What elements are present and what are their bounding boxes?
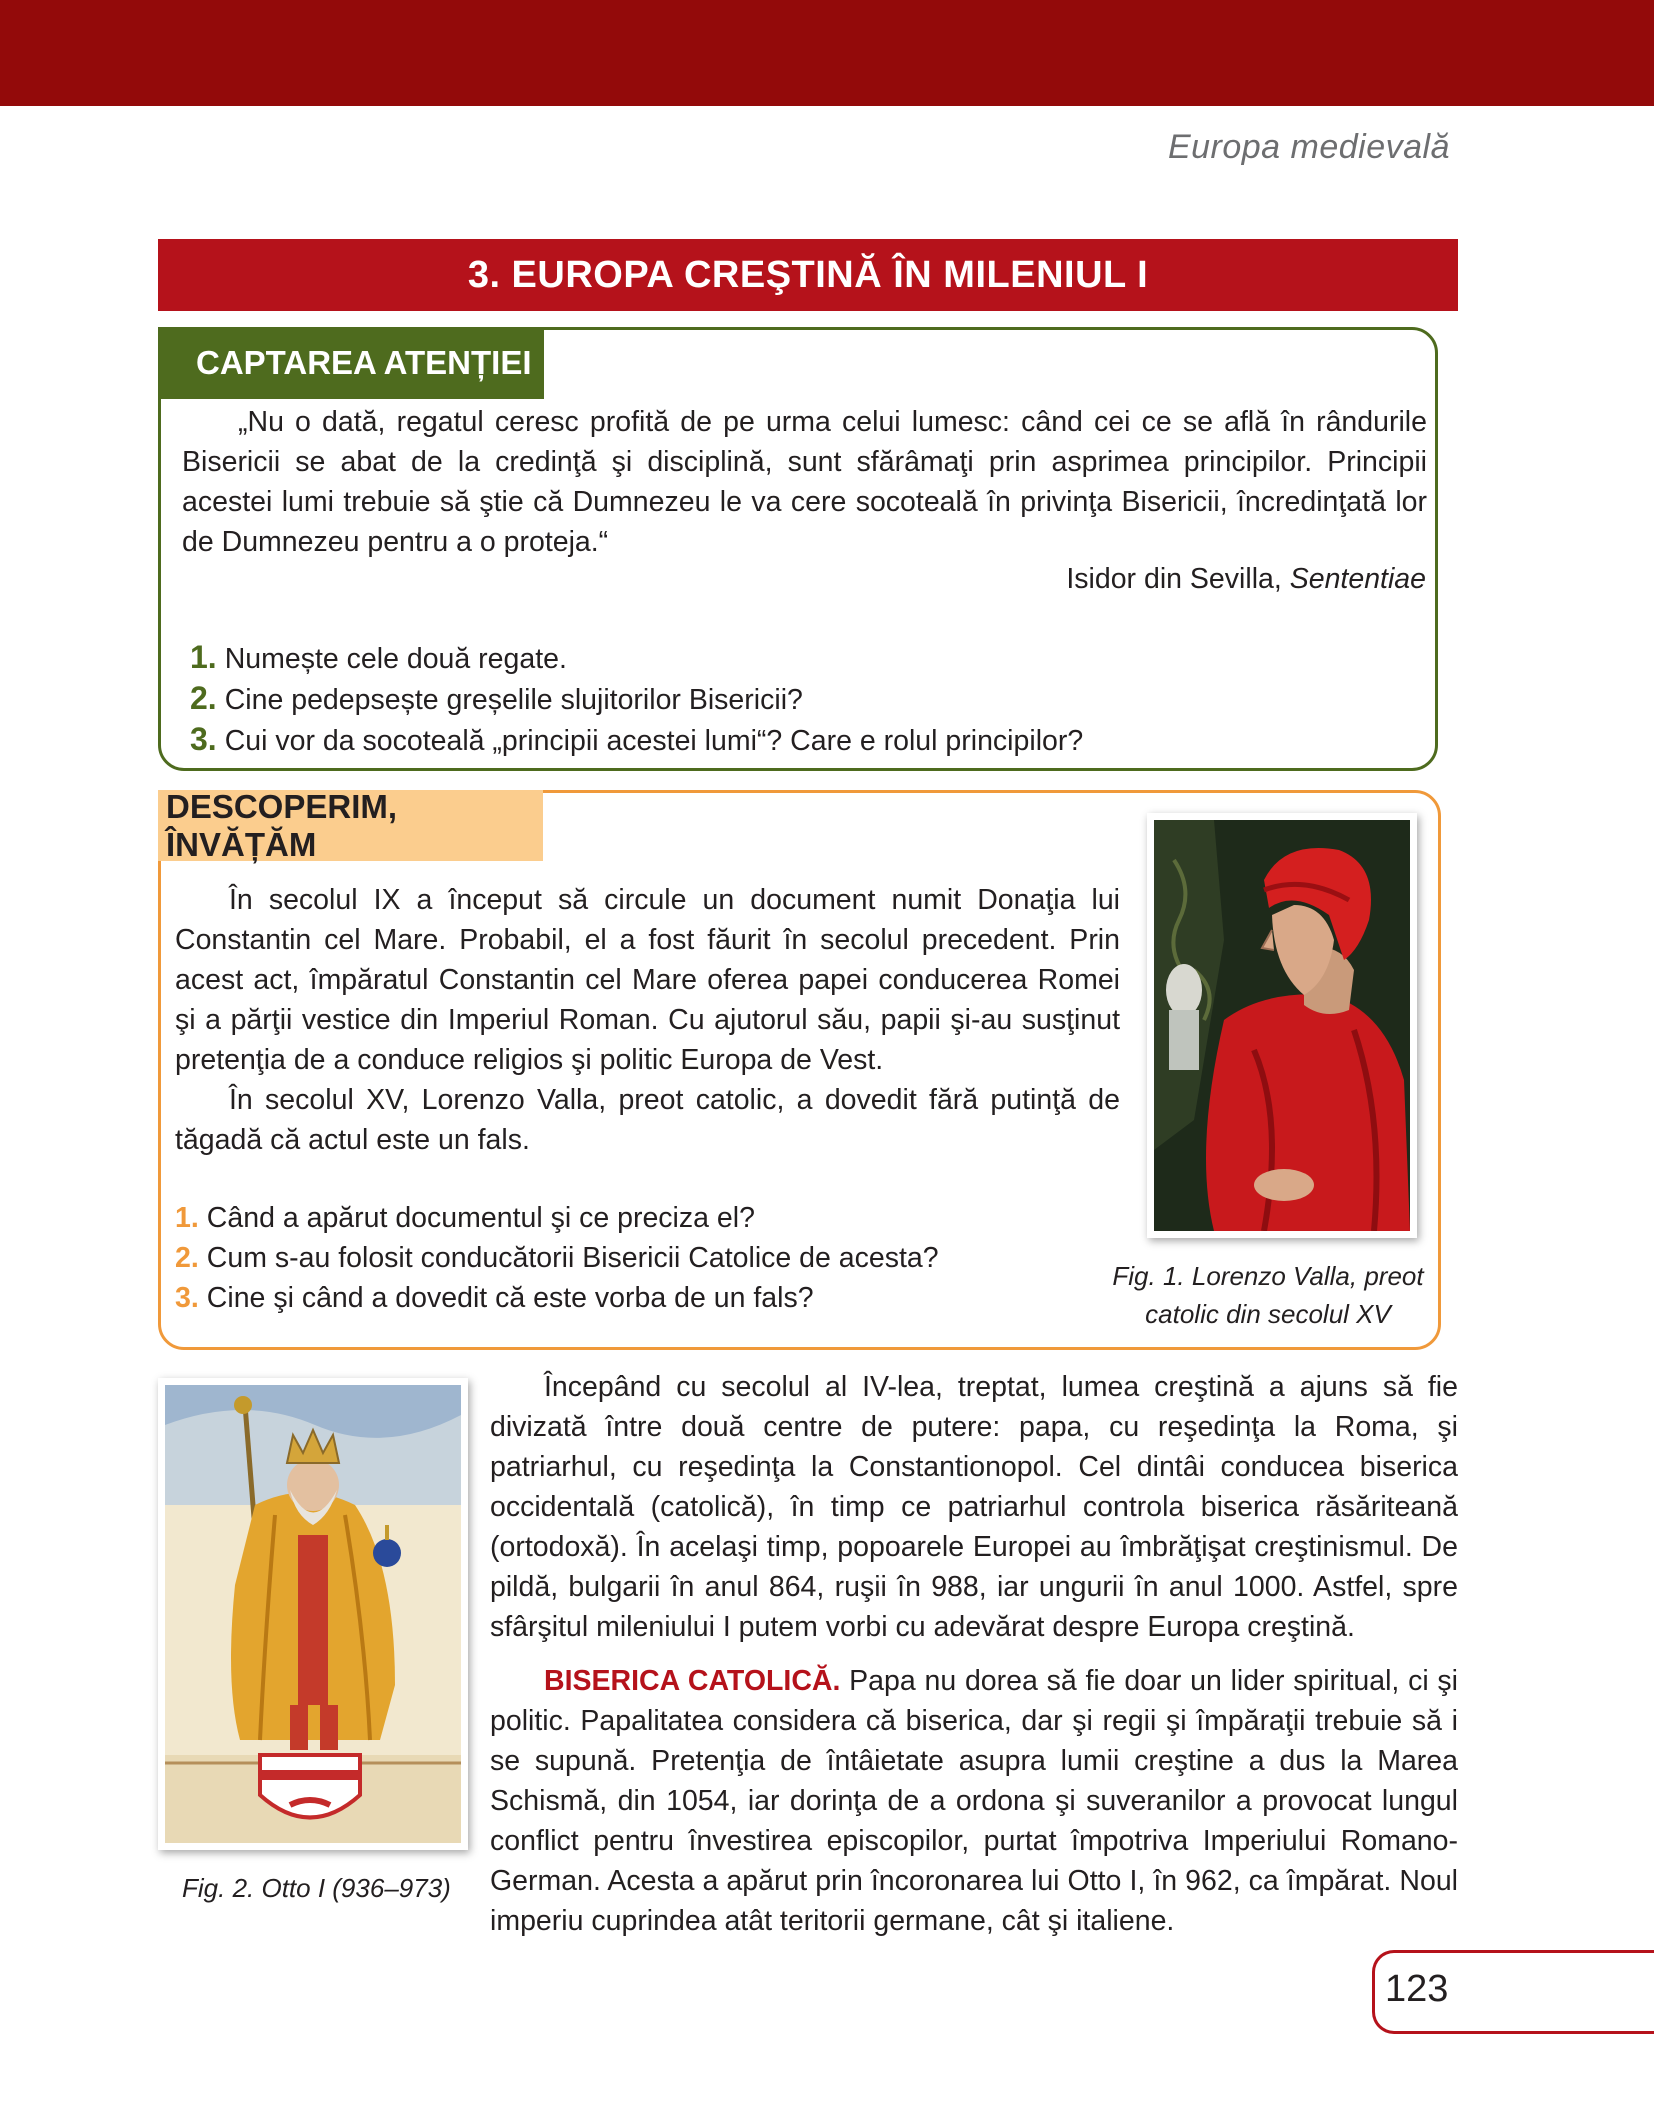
list-item bbox=[175, 1278, 939, 1318]
figure-otto-i bbox=[158, 1378, 468, 1850]
captarea-questions bbox=[190, 638, 1083, 761]
question-number: 3. bbox=[190, 721, 217, 757]
page-number: 123 bbox=[1385, 1968, 1449, 2010]
question-number: 1. bbox=[190, 639, 217, 675]
quote-source bbox=[1066, 563, 1426, 596]
main-text bbox=[490, 1367, 1458, 1955]
caption-line: catolic din secolul XV bbox=[1145, 1299, 1391, 1329]
list-item bbox=[175, 1198, 939, 1238]
list-item bbox=[190, 679, 1083, 720]
question-number: 3. bbox=[175, 1282, 199, 1314]
paragraph: În secolul IX a început să circule un document numit Donaţia lui Constantin cel Mare. Probabil, el a fost făurit în secolul precedent. Prin acest act, împăratul Constantin cel Mare oferea papei conducerea Romei şi a părţii vestice din Imperiul Roman. Cu ajutorul său, papii şi-au susţinut pretenţia de a conduce religios şi politic Europa de Vest. bbox=[175, 884, 1120, 1076]
figure-2-caption: Fig. 2. Otto I (936–973) bbox=[182, 1873, 451, 1903]
running-head: Europa medievală bbox=[1167, 128, 1450, 166]
paragraph: Începând cu secolul al IV-lea, treptat, lumea creştină a ajuns să fie divizată între două centre de putere: papa, cu reşedinţa la Roma, şi patriarhul, cu reşedinţa la Constantionopol. Cel dintâi conducea biserica occidentală (catolică), în timp ce patriarhul controla biserica răsăriteană (ortodoxă). În acelaşi timp, popoarele Europei au îmbrăţişat creştinismul. De pildă, bulgarii în anul 864, ruşii în 988, iar ungurii în anul 1000. Astfel, spre sfârşitul mileniului I putem vorbi cu adevărat despre Europa creştină. bbox=[490, 1371, 1458, 1643]
paragraph bbox=[490, 1661, 1458, 1941]
question-number: 2. bbox=[175, 1242, 199, 1274]
caption-line: Fig. 1. Lorenzo Valla, preot bbox=[1112, 1261, 1424, 1291]
source-work: Sententiae bbox=[1289, 563, 1426, 595]
top-color-band bbox=[0, 0, 1654, 106]
question-text: Numește cele două regate. bbox=[224, 643, 567, 675]
list-item bbox=[190, 638, 1083, 679]
figure-1-caption bbox=[1108, 1257, 1428, 1333]
paragraph: În secolul XV, Lorenzo Valla, preot catolic, a dovedit fără putinţă de tăgadă că actul este un fals. bbox=[175, 1084, 1120, 1156]
question-text: Când a apărut documentul şi ce preciza el? bbox=[206, 1202, 755, 1234]
question-number: 2. bbox=[190, 680, 217, 716]
source-author: Isidor din Sevilla, bbox=[1066, 563, 1282, 595]
figure-lorenzo-valla bbox=[1147, 813, 1417, 1238]
question-text: Cui vor da socoteală „principii acestei lumi“? Care e rolul principilor? bbox=[224, 725, 1084, 757]
list-item bbox=[175, 1238, 939, 1278]
question-text: Cine pedepsește greșelile slujitorilor Bisericii? bbox=[224, 684, 803, 716]
question-text: Cum s-au folosit conducătorii Bisericii Catolice de acesta? bbox=[206, 1242, 939, 1274]
question-text: Cine şi când a dovedit că este vorba de un fals? bbox=[206, 1282, 814, 1314]
quote-text: „Nu o dată, regatul ceresc profită de pe urma celui lumesc: când cei ce se află în rândurile Bisericii se abat de la credinţă şi disciplină, sunt sfărâmaţi prin asprimea principilor. Principii acestei lumi trebuie să ştie că Dumnezeu le va cere socoteală în privinţa Bisericii, încredinţată lor de Dumnezeu pentru a o proteja.“ bbox=[182, 406, 1427, 558]
list-item bbox=[190, 720, 1083, 761]
chapter-title: 3. EUROPA CREŞTINĂ ÎN MILENIUL I bbox=[158, 239, 1458, 311]
captarea-tab: CAPTAREA ATENȚIEI bbox=[158, 327, 544, 399]
descoperim-questions bbox=[175, 1198, 939, 1318]
portrait-illustration bbox=[1154, 820, 1410, 1231]
descoperim-text bbox=[175, 880, 1120, 1160]
question-number: 1. bbox=[175, 1202, 199, 1234]
descoperim-tab: DESCOPERIM, ÎNVĂȚĂM bbox=[158, 790, 543, 861]
paragraph-body: Papa nu dorea să fie doar un lider spiritual, ci şi politic. Papalitatea considera că biserica, dar şi regii şi împăraţii trebuie să i se supună. Pretenţia de întâietate asupra lumii creştine a dus la Marea Schismă, din 1054, iar dorinţa de a ordona şi suveranilor a provocat lungul conflict pentru învestirea episcopilor, purtat împotriva Imperiului Romano-German. Acesta a apărut prin încoronarea lui Otto I, în 962, ca împărat. Noul imperiu cuprindea atât teritorii germane, cât şi italiene. bbox=[490, 1665, 1458, 1937]
section-keyword: BISERICA CATOLICĂ. bbox=[544, 1665, 841, 1697]
otto-illustration bbox=[165, 1385, 461, 1843]
